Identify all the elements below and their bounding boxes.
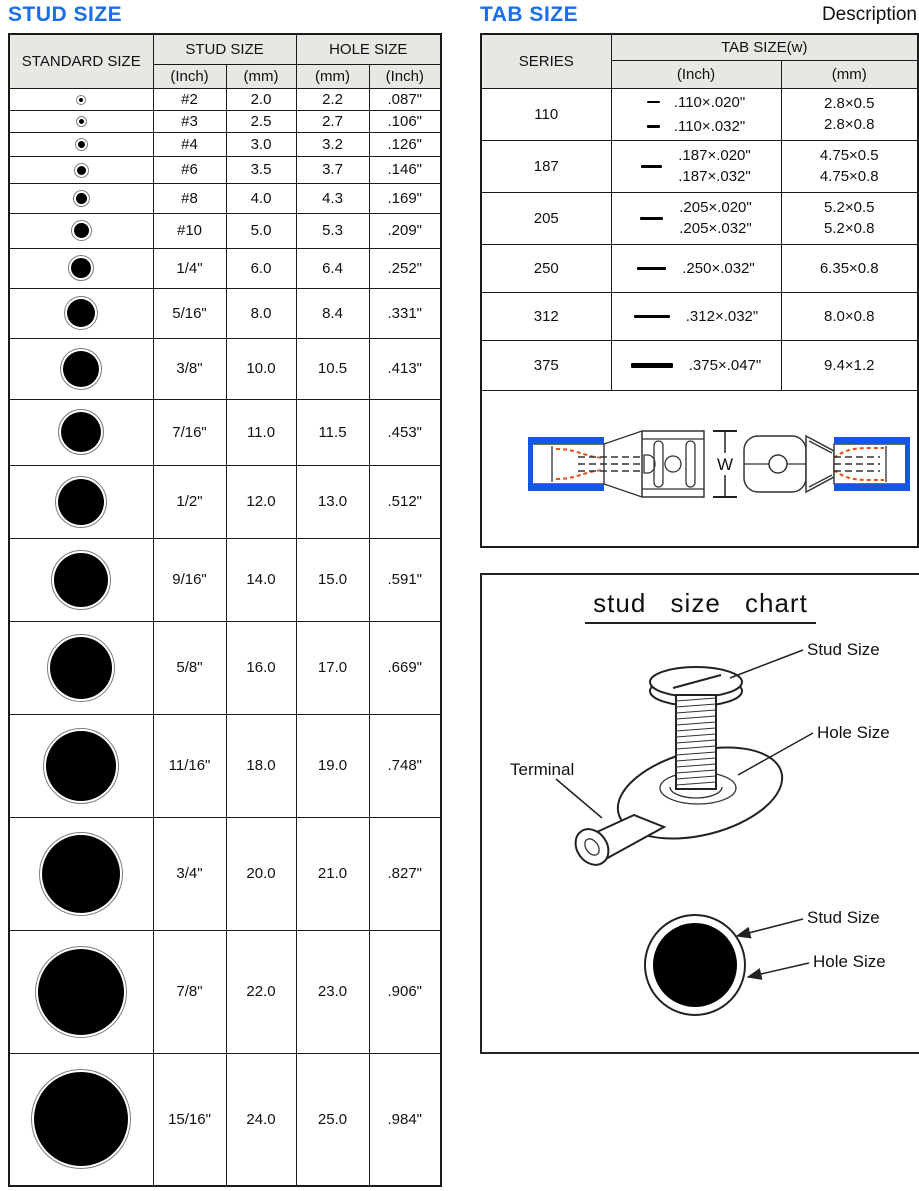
standard-size-cell (9, 88, 153, 110)
stud-inch-cell: 7/8" (153, 930, 226, 1053)
stud-table-row (9, 465, 441, 538)
standard-size-cell (9, 538, 153, 621)
stud-circle-icon (60, 348, 102, 390)
stud-mm-cell: 3.5 (226, 156, 296, 183)
standard-size-cell (9, 465, 153, 538)
tab-size-table (480, 33, 919, 548)
hole-mm-cell: 6.4 (296, 248, 369, 288)
tab-mm-cell: 6.35×0.8 (781, 244, 918, 292)
hole-inch-cell: .126" (369, 132, 441, 156)
tab-inch-cell: .187×.020" .187×.032" (611, 140, 781, 192)
tab-width-bar-icon (647, 125, 660, 128)
hole-inch-cell: .252" (369, 248, 441, 288)
stud-inch-cell: 3/4" (153, 817, 226, 930)
hole-inch-cell: .146" (369, 156, 441, 183)
stud-inch-cell: #3 (153, 110, 226, 132)
stud-inch-cell: 3/8" (153, 338, 226, 399)
hole-inch-cell: .087" (369, 88, 441, 110)
tab-table-row (481, 292, 918, 340)
tab-width-bar-icon (640, 217, 663, 220)
hole-mm-cell: 19.0 (296, 714, 369, 817)
hole-inch-cell: .591" (369, 538, 441, 621)
stud-table-row (9, 132, 441, 156)
stud-inch-cell: #6 (153, 156, 226, 183)
stud-table-row (9, 714, 441, 817)
hole-mm-cell: 25.0 (296, 1053, 369, 1186)
stud-table-row (9, 110, 441, 132)
width-dimension-marker (713, 431, 737, 497)
tab-mm-cell: 4.75×0.5 4.75×0.8 (781, 140, 918, 192)
hole-inch-cell: .453" (369, 399, 441, 465)
tab-table-row (481, 140, 918, 192)
stud-mm-cell: 10.0 (226, 338, 296, 399)
tab-width-bar-icon (631, 363, 673, 368)
stud-circle-icon (76, 116, 87, 127)
terminal-callout-label: Terminal (510, 760, 575, 779)
standard-size-cell (9, 156, 153, 183)
stud-mm-cell: 2.5 (226, 110, 296, 132)
stud-circle-icon (68, 255, 94, 281)
hole-mm-cell: 17.0 (296, 621, 369, 714)
hole-inch-cell: .169" (369, 183, 441, 213)
stud-inch-cell: 5/8" (153, 621, 226, 714)
stud-table-row (9, 930, 441, 1053)
tab-inch-cell: .205×.020" .205×.032" (611, 192, 781, 244)
stud-mm-cell: 22.0 (226, 930, 296, 1053)
stud-mm-cell: 4.0 (226, 183, 296, 213)
hole-size-group-header: HOLE SIZE (296, 34, 441, 64)
hole-inch-cell: .669" (369, 621, 441, 714)
standard-size-cell (9, 817, 153, 930)
stud-mm-cell: 5.0 (226, 213, 296, 248)
circle-stud-size-label: Stud Size (807, 908, 880, 927)
hole-mm-cell: 2.7 (296, 110, 369, 132)
series-header: SERIES (481, 34, 611, 88)
tab-inch-cell: .250×.032" (611, 244, 781, 292)
series-cell: 205 (481, 192, 611, 244)
hole-mm-header: (mm) (296, 64, 369, 88)
stud-circle-icon (75, 138, 88, 151)
tab-size-group-header: TAB SIZE(w) (611, 34, 918, 60)
stud-inch-cell: #2 (153, 88, 226, 110)
hole-inch-cell: .106" (369, 110, 441, 132)
stud-mm-cell: 24.0 (226, 1053, 296, 1186)
hole-mm-cell: 11.5 (296, 399, 369, 465)
tab-mm-cell: 9.4×1.2 (781, 340, 918, 390)
standard-size-cell (9, 714, 153, 817)
stud-table-row (9, 156, 441, 183)
stud-circle-icon (43, 728, 119, 804)
stud-table-row (9, 183, 441, 213)
tab-table-row (481, 340, 918, 390)
standard-size-cell (9, 213, 153, 248)
stud-circle-icon (64, 296, 98, 330)
standard-size-cell (9, 621, 153, 714)
hole-inch-cell: .984" (369, 1053, 441, 1186)
standard-size-cell (9, 399, 153, 465)
tab-size-section-title: TAB SIZE (480, 3, 579, 26)
tab-inch-header: (Inch) (611, 60, 781, 88)
stud-table-row (9, 1053, 441, 1186)
terminal-diagram-cell (481, 390, 918, 547)
series-cell: 250 (481, 244, 611, 292)
stud-mm-cell: 3.0 (226, 132, 296, 156)
hole-mm-cell: 13.0 (296, 465, 369, 538)
stud-size-table (8, 33, 442, 1187)
stud-size-chart-box (480, 573, 919, 1054)
terminal-connectors-diagram (482, 391, 917, 546)
standard-size-header: STANDARD SIZE (9, 34, 153, 88)
hole-inch-cell: .748" (369, 714, 441, 817)
hole-inch-cell: .413" (369, 338, 441, 399)
hole-mm-cell: 15.0 (296, 538, 369, 621)
hole-inch-cell: .827" (369, 817, 441, 930)
tab-width-bar-icon (647, 101, 660, 103)
stud-inch-cell: #8 (153, 183, 226, 213)
tab-table-row (481, 244, 918, 292)
dimension-w-label: W (716, 454, 734, 474)
stud-mm-cell: 2.0 (226, 88, 296, 110)
stud-mm-cell: 18.0 (226, 714, 296, 817)
tab-width-bar-icon (634, 315, 670, 318)
tab-inch-cell: .312×.032" (611, 292, 781, 340)
female-terminal-drawing (528, 431, 704, 497)
stud-circle-icon (47, 634, 115, 702)
stud-circle-icon (76, 95, 86, 105)
hole-inch-cell: .331" (369, 288, 441, 338)
tab-width-bar-icon (637, 267, 666, 270)
stud-mm-cell: 16.0 (226, 621, 296, 714)
standard-size-cell (9, 930, 153, 1053)
stud-table-row (9, 817, 441, 930)
stud-table-row (9, 288, 441, 338)
description-label: Description (821, 4, 917, 25)
stud-inch-cell: 9/16" (153, 538, 226, 621)
hole-mm-cell: 10.5 (296, 338, 369, 399)
male-terminal-drawing (744, 436, 910, 492)
stud-mm-header: (mm) (226, 64, 296, 88)
stud-table-row (9, 248, 441, 288)
stud-inch-cell: 1/2" (153, 465, 226, 538)
tab-inch-cell: .110×.020" .110×.032" (611, 88, 781, 140)
stud-size-callout-label: Stud Size (807, 640, 880, 659)
stud-inch-cell: 11/16" (153, 714, 226, 817)
stud-inch-header: (Inch) (153, 64, 226, 88)
series-cell: 110 (481, 88, 611, 140)
stud-mm-cell: 12.0 (226, 465, 296, 538)
stud-circle-icon (31, 1069, 131, 1169)
hole-mm-cell: 3.7 (296, 156, 369, 183)
stud-table-row (9, 88, 441, 110)
stud-inch-cell: 15/16" (153, 1053, 226, 1186)
stud-mm-cell: 14.0 (226, 538, 296, 621)
stud-circle-icon (35, 946, 127, 1038)
stud-table-row (9, 399, 441, 465)
hole-inch-cell: .209" (369, 213, 441, 248)
stud-size-section-title: STUD SIZE (8, 3, 123, 26)
standard-size-cell (9, 110, 153, 132)
stud-mm-cell: 6.0 (226, 248, 296, 288)
standard-size-cell (9, 288, 153, 338)
tab-mm-cell: 8.0×0.8 (781, 292, 918, 340)
tab-mm-cell: 2.8×0.5 2.8×0.8 (781, 88, 918, 140)
tab-width-bar-icon (641, 165, 662, 168)
stud-size-chart-title: stud size chart (482, 588, 919, 619)
stud-inch-cell: #10 (153, 213, 226, 248)
hole-mm-cell: 3.2 (296, 132, 369, 156)
standard-size-cell (9, 338, 153, 399)
hole-mm-cell: 8.4 (296, 288, 369, 338)
standard-size-cell (9, 248, 153, 288)
stud-table-row (9, 621, 441, 714)
circle-hole-size-label: Hole Size (813, 952, 886, 971)
stud-inch-cell: 1/4" (153, 248, 226, 288)
series-cell: 375 (481, 340, 611, 390)
stud-hole-circle-diagram (645, 915, 745, 1015)
stud-circle-icon (74, 163, 89, 178)
series-cell: 187 (481, 140, 611, 192)
stud-mm-cell: 20.0 (226, 817, 296, 930)
tab-inch-cell: .375×.047" (611, 340, 781, 390)
stud-table-row (9, 338, 441, 399)
stud-table-row (9, 213, 441, 248)
stud-circle-icon (39, 832, 123, 916)
stud-circle-icon (51, 550, 111, 610)
stud-mm-cell: 8.0 (226, 288, 296, 338)
hole-inch-cell: .906" (369, 930, 441, 1053)
hole-mm-cell: 5.3 (296, 213, 369, 248)
stud-circle-icon (55, 476, 107, 528)
hole-size-callout-label: Hole Size (817, 723, 890, 742)
hole-mm-cell: 21.0 (296, 817, 369, 930)
stud-table-row (9, 538, 441, 621)
series-cell: 312 (481, 292, 611, 340)
tab-mm-header: (mm) (781, 60, 918, 88)
stud-inch-cell: 7/16" (153, 399, 226, 465)
standard-size-cell (9, 132, 153, 156)
tab-mm-cell: 5.2×0.5 5.2×0.8 (781, 192, 918, 244)
stud-inch-cell: 5/16" (153, 288, 226, 338)
hole-mm-cell: 23.0 (296, 930, 369, 1053)
hole-inch-header: (Inch) (369, 64, 441, 88)
standard-size-cell (9, 1053, 153, 1186)
stud-circle-icon (73, 190, 90, 207)
stud-circle-icon (58, 409, 104, 455)
stud-circle-icon (71, 220, 92, 241)
hole-mm-cell: 2.2 (296, 88, 369, 110)
stud-inch-cell: #4 (153, 132, 226, 156)
stud-mm-cell: 11.0 (226, 399, 296, 465)
tab-table-row (481, 192, 918, 244)
stud-size-chart-illustration (482, 575, 915, 1048)
stud-size-group-header: STUD SIZE (153, 34, 296, 64)
standard-size-cell (9, 183, 153, 213)
hole-mm-cell: 4.3 (296, 183, 369, 213)
hole-inch-cell: .512" (369, 465, 441, 538)
tab-table-row (481, 88, 918, 140)
